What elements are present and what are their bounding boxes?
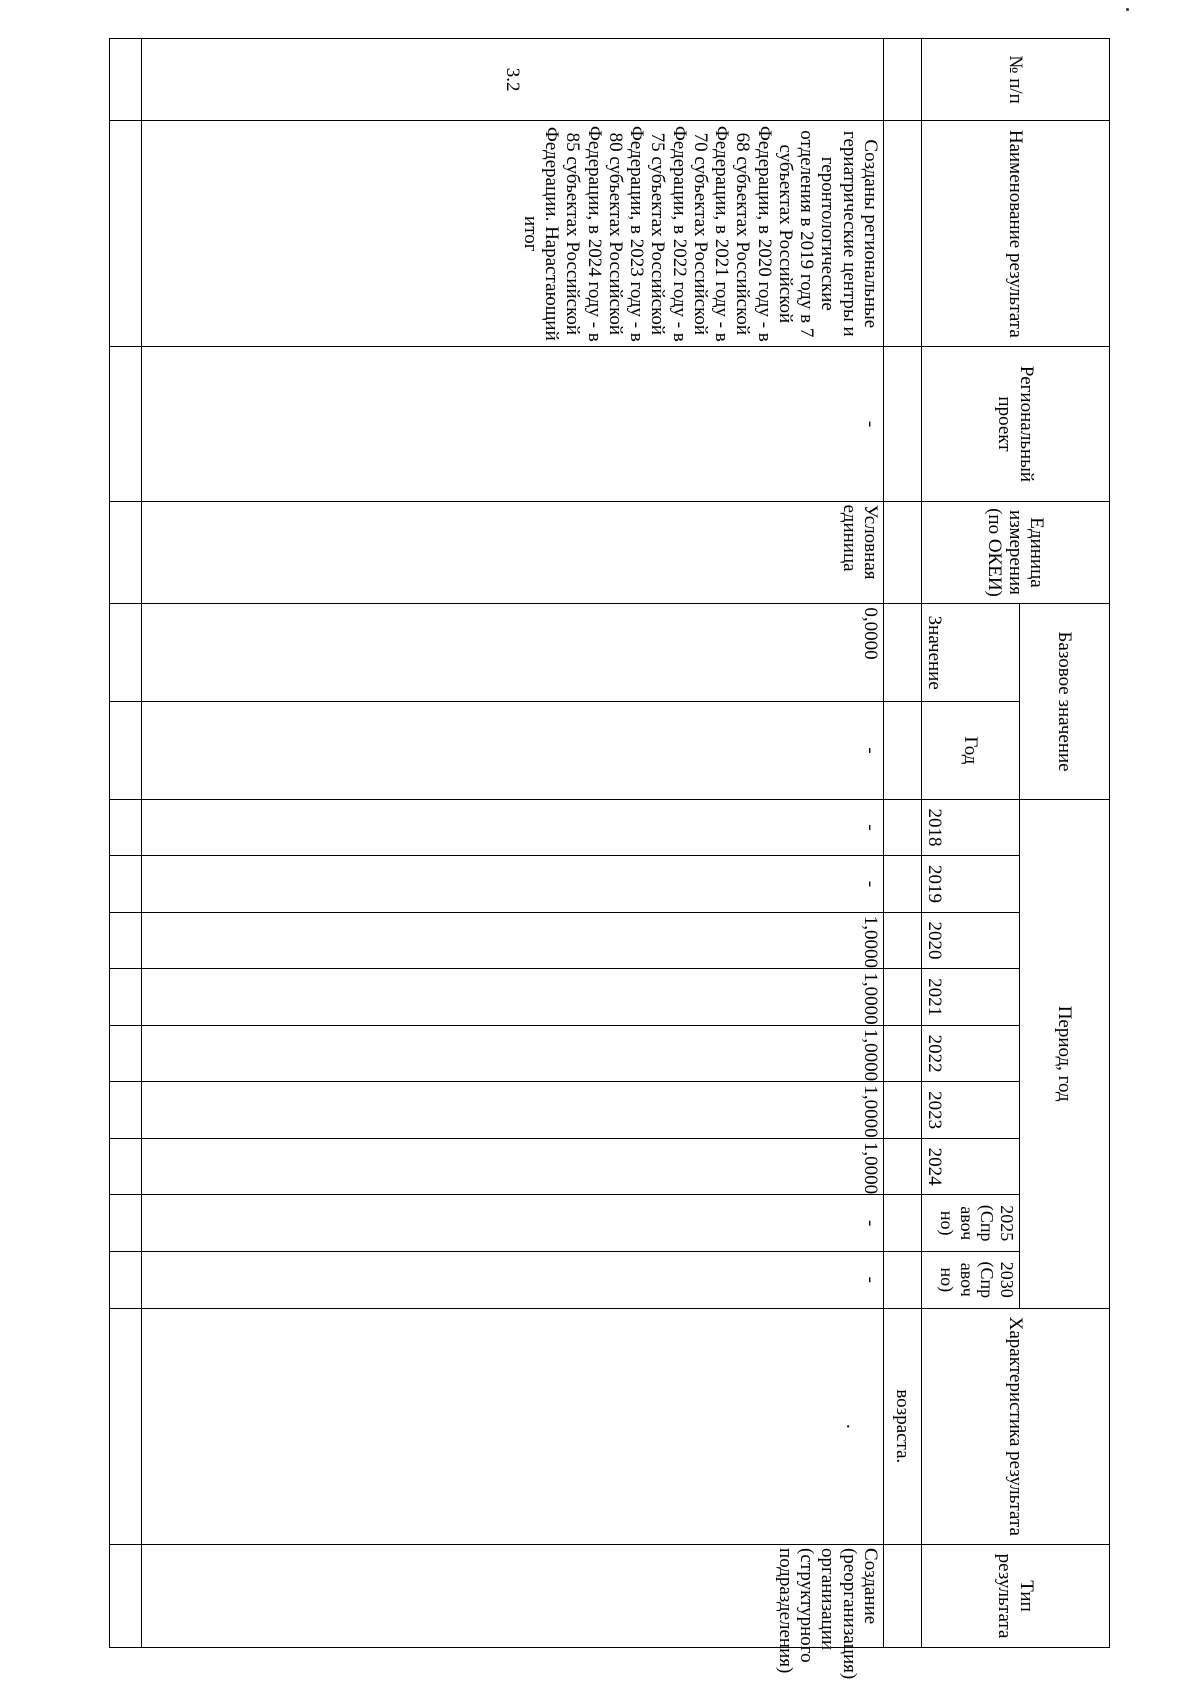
empty-cell — [110, 969, 142, 1026]
rotated-table-wrapper — [110, 38, 1110, 1680]
empty-cell — [110, 347, 142, 501]
prev-project — [884, 347, 922, 501]
prev-2022 — [884, 1025, 922, 1082]
header-unit: Единица измерения (по ОКЕИ) — [922, 501, 1110, 604]
prev-num — [884, 39, 922, 121]
prev-2024 — [884, 1138, 922, 1195]
prev-name — [884, 121, 922, 347]
row-unit: Условная единица — [142, 501, 884, 604]
empty-cell — [110, 121, 142, 347]
empty-cell — [110, 912, 142, 969]
empty-cell — [110, 501, 142, 604]
header-year-2019: 2019 — [922, 856, 1020, 913]
row-project: - — [142, 347, 884, 501]
header-year-2022: 2022 — [922, 1025, 1020, 1082]
prev-2023 — [884, 1082, 922, 1139]
empty-cell — [110, 1082, 142, 1139]
header-year-2025: 2025 (Спр авоч но) — [922, 1195, 1020, 1252]
row-value-2025: - — [142, 1195, 884, 1252]
result-row — [142, 39, 884, 1648]
empty-cell — [110, 604, 142, 702]
prev-characteristic: возраста. — [884, 1308, 922, 1544]
row-value-2020: 1,0000 — [142, 912, 884, 969]
prev-row — [884, 39, 922, 1648]
row-characteristic: . — [142, 1308, 884, 1544]
header-base: Базовое значение — [1020, 604, 1110, 799]
prev-2025 — [884, 1195, 922, 1252]
empty-cell — [110, 702, 142, 800]
header-row-1 — [1020, 39, 1110, 1648]
empty-cell — [110, 39, 142, 121]
header-base-value: Значение — [922, 604, 1020, 702]
prev-2018 — [884, 799, 922, 856]
header-year-2024: 2024 — [922, 1138, 1020, 1195]
row-value-2022: 1,0000 — [142, 1025, 884, 1082]
scan-speck — [1126, 8, 1129, 11]
header-characteristic: Характеристика результата — [922, 1308, 1110, 1544]
header-base-year: Год — [922, 702, 1020, 800]
prev-base-value — [884, 604, 922, 702]
header-project: Региональный проект — [922, 347, 1110, 501]
empty-cell — [110, 1195, 142, 1252]
header-period: Период, год — [1020, 799, 1110, 1308]
row-value-2024: 1,0000 — [142, 1138, 884, 1195]
prev-unit — [884, 501, 922, 604]
header-year-2023: 2023 — [922, 1082, 1020, 1139]
prev-type — [884, 1545, 922, 1648]
header-name: Наименование результата — [922, 121, 1110, 347]
results-table — [109, 38, 1110, 1680]
prev-2019 — [884, 856, 922, 913]
empty-cell — [110, 1025, 142, 1082]
empty-cell — [110, 1138, 142, 1195]
row-num: 3.2 — [142, 39, 884, 121]
header-year-2018: 2018 — [922, 799, 1020, 856]
row-base-value: 0,0000 — [142, 604, 884, 702]
header-year-2020: 2020 — [922, 912, 1020, 969]
empty-cell — [110, 1545, 142, 1648]
empty-row — [110, 39, 142, 1648]
header-year-2021: 2021 — [922, 969, 1020, 1026]
prev-2021 — [884, 969, 922, 1026]
row-value-2030: - — [142, 1251, 884, 1308]
row-base-year: - — [142, 702, 884, 800]
empty-cell — [110, 1251, 142, 1308]
prev-2030 — [884, 1251, 922, 1308]
row-name: Созданы региональные гериатрические центры и геронтологические отделения в 2019 году в 7 субъектах Российской Федерации, в 2020 году - в 68 субъектах Российской Федерации, в 2021 году - в 70 субъектах Российской Федерации, в 2022 году - в 75 субъектах Российской Федерации, в 2023 году - в 80 субъектах Российской Федерации, в 2024 году - в 85 субъектах Российской Федерации. Нарастающий итог — [142, 121, 884, 347]
prev-base-year — [884, 702, 922, 800]
header-num: № п/п — [922, 39, 1110, 121]
empty-cell — [110, 799, 142, 856]
header-type: Тип результата — [922, 1545, 1110, 1648]
empty-cell — [110, 856, 142, 913]
header-year-2030: 2030 (Спр авоч но) — [922, 1251, 1020, 1308]
row-value-2023: 1,0000 — [142, 1082, 884, 1139]
row-value-2019: - — [142, 856, 884, 913]
row-type: Создание (реорганизация) организации (структурного подразделения) — [142, 1545, 884, 1648]
row-value-2018: - — [142, 799, 884, 856]
empty-cell — [110, 1308, 142, 1544]
prev-2020 — [884, 912, 922, 969]
row-value-2021: 1,0000 — [142, 969, 884, 1026]
